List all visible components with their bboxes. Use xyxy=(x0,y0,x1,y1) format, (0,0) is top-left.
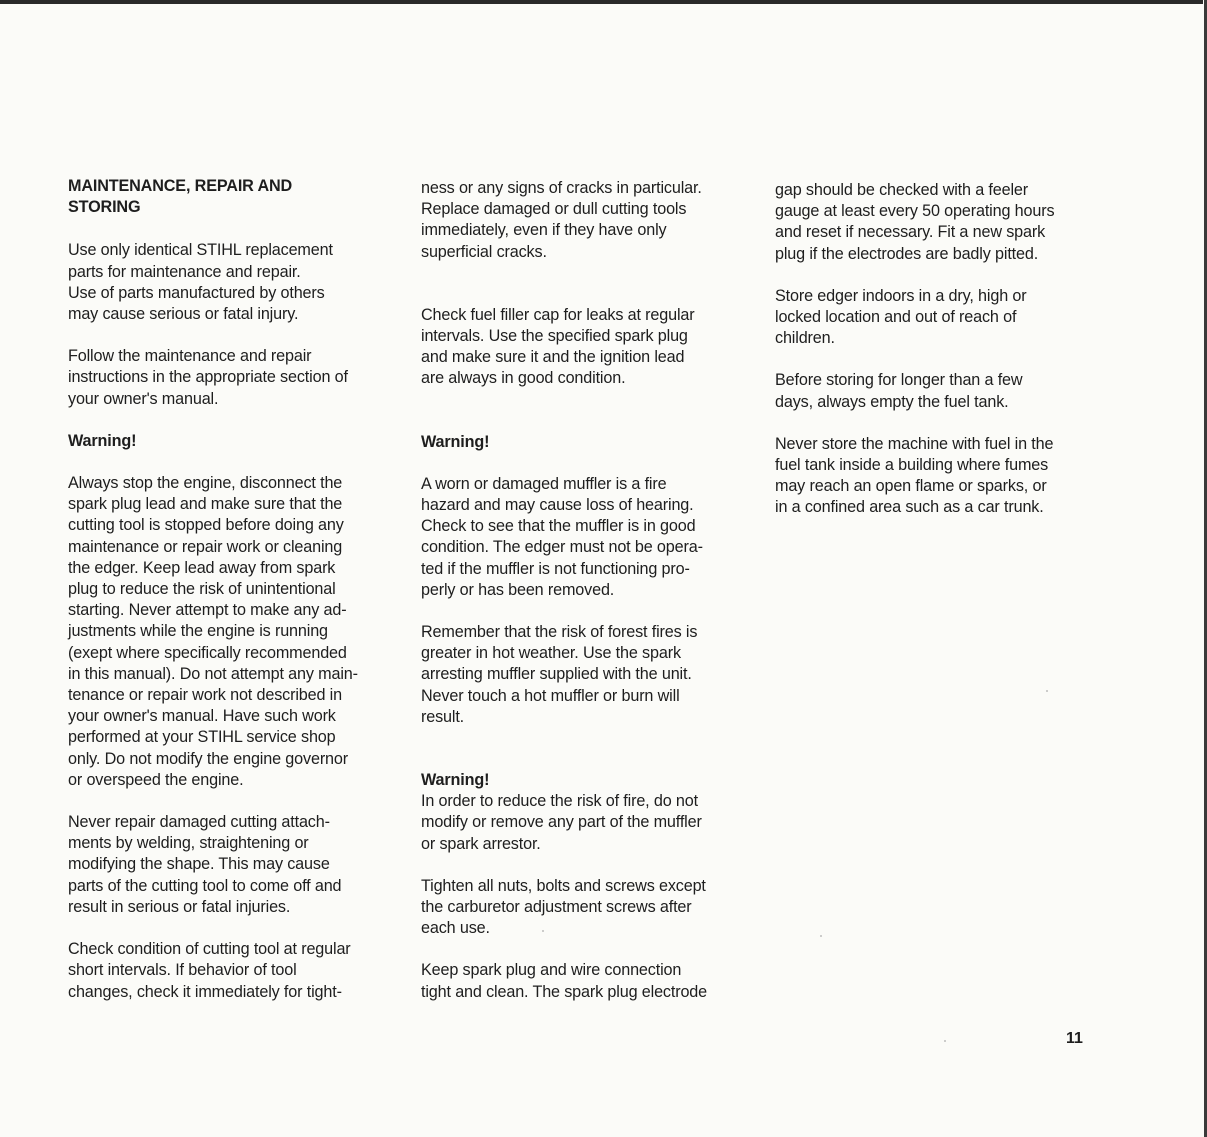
text-line: greater in hot weather. Use the spark xyxy=(421,644,681,663)
text-line: Check to see that the muffler is in good xyxy=(421,517,696,536)
text-line: or overspeed the engine. xyxy=(68,770,244,789)
text-line: A worn or damaged muffler is a fire xyxy=(421,474,667,493)
text-line: tenance or repair work not described in xyxy=(68,686,342,705)
text-line: Check condition of cutting tool at regular xyxy=(68,940,351,959)
column-middle xyxy=(421,176,751,1003)
paragraph-store-indoors xyxy=(775,286,1105,350)
text-line: maintenance or repair work or cleaning xyxy=(68,537,343,556)
heading-line: MAINTENANCE, REPAIR AND xyxy=(68,177,293,195)
text-line: Never repair damaged cutting attach- xyxy=(68,813,330,832)
warning-heading: Warning! xyxy=(421,771,490,790)
text-line: In order to reduce the risk of fire, do not xyxy=(421,792,698,811)
page-number: 11 xyxy=(1066,1030,1083,1047)
text-line: tight and clean. The spark plug electrode xyxy=(421,982,708,1001)
text-line: ness or any signs of cracks in particular. xyxy=(421,179,702,197)
paragraph-muffler xyxy=(421,474,751,601)
text-line: Replace damaged or dull cutting tools xyxy=(421,200,687,219)
text-line: condition. The edger must not be opera- xyxy=(421,538,703,557)
text-line: Never store the machine with fuel in the xyxy=(775,434,1054,453)
warning-heading: Warning! xyxy=(421,432,490,451)
text-line: result in serious or fatal injuries. xyxy=(68,897,291,916)
text-line: instructions in the appropriate section of xyxy=(68,368,348,387)
text-line: may cause serious or fatal injury. xyxy=(68,305,299,324)
text-line: gauge at least every 50 operating hours xyxy=(775,202,1055,221)
text-line: gap should be checked with a feeler xyxy=(775,181,1029,199)
text-line: Never touch a hot muffler or burn will xyxy=(421,686,680,705)
text-line: parts for maintenance and repair. xyxy=(68,262,301,281)
text-line: immediately, even if they have only xyxy=(421,221,667,240)
text-line: children. xyxy=(775,329,835,348)
paragraph-electrode-gap xyxy=(775,180,1105,265)
page-top-edge xyxy=(0,0,1203,4)
text-line: Before storing for longer than a few xyxy=(775,371,1023,390)
text-line: Check fuel filler cap for leaks at regular xyxy=(421,305,695,324)
text-line: parts of the cutting tool to come off and xyxy=(68,876,342,895)
text-line: Use only identical STIHL replacement xyxy=(68,241,333,260)
scan-speck xyxy=(542,930,544,932)
text-line: plug to reduce the risk of unintentional xyxy=(68,580,336,599)
scan-speck xyxy=(1046,690,1048,692)
scan-speck xyxy=(944,1040,946,1042)
warning-heading: Warning! xyxy=(68,431,137,450)
text-line: starting. Never attempt to make any ad- xyxy=(68,601,347,620)
text-line: in this manual). Do not attempt any main- xyxy=(68,664,358,683)
text-line: the edger. Keep lead away from spark xyxy=(68,558,336,577)
paragraph-empty-tank xyxy=(775,370,1105,412)
text-line: spark plug lead and make sure that the xyxy=(68,495,343,514)
text-line: arresting muffler supplied with the unit. xyxy=(421,665,692,684)
text-line: days, always empty the fuel tank. xyxy=(775,392,1009,411)
paragraph-forest-fires xyxy=(421,622,751,728)
text-line: modifying the shape. This may cause xyxy=(68,855,330,874)
column-left xyxy=(68,176,398,1003)
text-line: perly or has been removed. xyxy=(421,580,615,599)
scan-speck xyxy=(820,935,822,937)
paragraph-spark-plug-wire xyxy=(421,960,751,1002)
text-line: Keep spark plug and wire connection xyxy=(421,961,682,980)
column-right xyxy=(775,176,1105,519)
text-line: intervals. Use the specified spark plug xyxy=(421,327,688,346)
paragraph-cracks xyxy=(421,178,751,263)
text-line: may reach an open flame or sparks, or xyxy=(775,477,1047,496)
paragraph-tighten-nuts xyxy=(421,876,751,940)
paragraph-replacement-parts xyxy=(68,240,398,325)
text-line: changes, check it immediately for tight- xyxy=(68,982,342,1001)
text-line: superficial cracks. xyxy=(421,242,547,261)
text-line: each use. xyxy=(421,919,490,938)
text-line: the carburetor adjustment screws after xyxy=(421,898,692,917)
text-line: Follow the maintenance and repair xyxy=(68,347,312,366)
paragraph-reduce-fire-risk xyxy=(421,791,751,855)
text-line: ted if the muffler is not functioning pro- xyxy=(421,559,690,578)
text-line: and make sure it and the ignition lead xyxy=(421,348,685,367)
text-line: fuel tank inside a building where fumes xyxy=(775,456,1049,475)
text-line: ments by welding, straightening or xyxy=(68,834,309,853)
text-line: (exept where specifically recommended xyxy=(68,643,347,662)
text-line: in a confined area such as a car trunk. xyxy=(775,498,1044,517)
text-line: Use of parts manufactured by others xyxy=(68,283,325,302)
paragraph-follow-instructions xyxy=(68,346,398,410)
text-line: only. Do not modify the engine governor xyxy=(68,749,348,768)
text-line: short intervals. If behavior of tool xyxy=(68,961,297,980)
text-line: performed at your STIHL service shop xyxy=(68,728,336,747)
text-line: plug if the electrodes are badly pitted. xyxy=(775,244,1039,263)
heading-line: STORING xyxy=(68,198,141,217)
text-line: cutting tool is stopped before doing any xyxy=(68,516,344,535)
text-line: Store edger indoors in a dry, high or xyxy=(775,286,1027,305)
text-line: your owner's manual. Have such work xyxy=(68,707,336,726)
text-line: justments while the engine is running xyxy=(68,622,328,641)
text-line: Always stop the engine, disconnect the xyxy=(68,474,343,493)
paragraph-never-repair xyxy=(68,812,398,918)
paragraph-never-store-fuel xyxy=(775,434,1105,519)
text-line: your owner's manual. xyxy=(68,389,219,408)
text-line: Remember that the risk of forest fires is xyxy=(421,623,698,642)
text-line: Tighten all nuts, bolts and screws except xyxy=(421,876,706,895)
text-line: are always in good condition. xyxy=(421,369,626,388)
paragraph-fuel-cap xyxy=(421,305,751,390)
paragraph-stop-engine xyxy=(68,473,398,791)
text-line: modify or remove any part of the muffler xyxy=(421,813,702,832)
text-line: locked location and out of reach of xyxy=(775,308,1017,327)
text-line: hazard and may cause loss of hearing. xyxy=(421,496,694,515)
section-heading xyxy=(68,176,398,218)
paragraph-check-condition xyxy=(68,939,398,1003)
text-line: result. xyxy=(421,707,465,726)
text-line: or spark arrestor. xyxy=(421,834,541,853)
text-line: and reset if necessary. Fit a new spark xyxy=(775,223,1046,242)
